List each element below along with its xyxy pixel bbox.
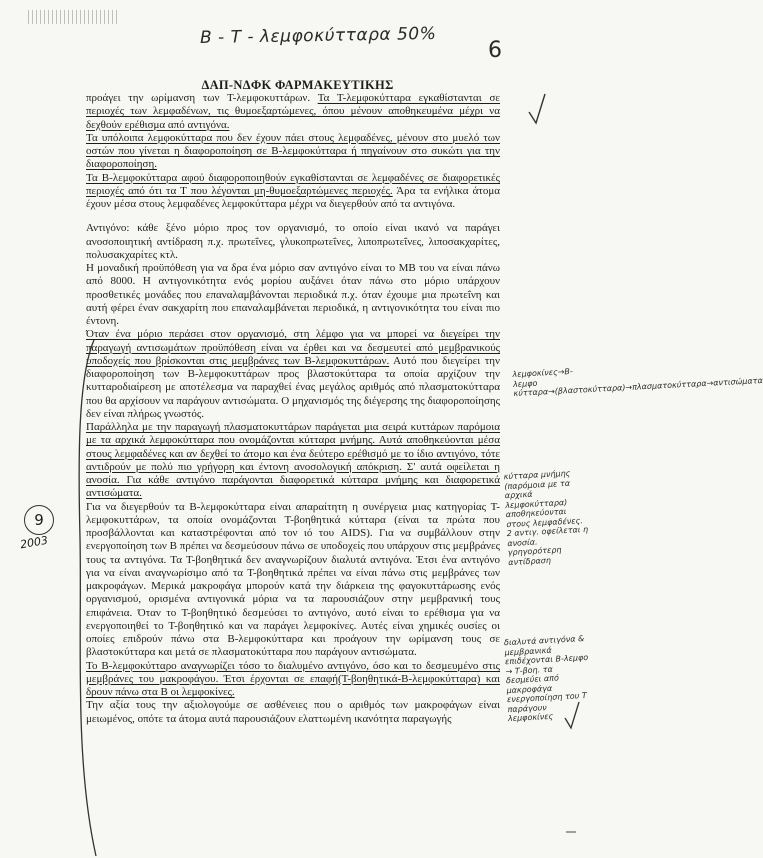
checkmark-icon [525, 92, 549, 126]
scan-mark [566, 830, 576, 834]
paragraph-9: Το Β-λεμφοκύτταρο αναγνωρίζει τόσο το διαλυμένο αντιγόνο, όσο και το δεσμευμένο στις μεμβράνες του μακροφάγου. Έτσι έρχονται σε επαφή(Τ-βοηθητικά-Β-λεμφοκύτταρα) και δρουν πάνω στα Β οι λεμφοκίνες. [86, 659, 500, 698]
paragraph-6: Όταν ένα μόριο περάσει στον οργανισμό, στη λέμφο για να μπορεί να διεγείρει την παραγωγή αντισωμάτων προϋπόθεση είναι να έρθει και να δεσμευτεί από μεμβρανικούς υποδοχείς που βρίσκονται στις μεμβράνες των Β-λεμφοκυττάρων. Αυτό που διεγείρει την διαφοροποίηση των Β-λεμφοκυττάρων προς βλαστοκύτταρα τα οποία αρχίζουν την κυτταροδιαίρεση με αποτέλεσμα να παραχθεί ένας μεγάλος αριθμός από πλασματοκύτταρα που θα αρχίσουν να παράγουν αντισώματα. Ο μηχανισμός της διέγερσης της διαφοροποίησης δεν είναι πλήρως γνωστός. [86, 328, 500, 420]
paragraph-8: Για να διεγερθούν τα Β-λεμφοκύτταρα είναι απαραίτητη η συνέργεια μιας κατηγορίας Τ-λεμφοκυττάρων, τα οποία ονομάζονται Τ-βοηθητικά κύτταρα (είναι τα πρώτα που προσβάλλονται και καταστρέφονται από τον ιό του AIDS). Για να συμβάλλουν στην ενεργοποίηση των Β πρέπει να δεσμεύσουν πάνω σε υποδοχείς που υπάρχουν στις μεμβράνες τους τα αντιγόνα. Τα Τ-βοηθητικά δεν αναγνωρίζουν διαλυτά αντιγόνα. Έτσι ένα αντιγόνο για να είναι αναγνωρίσιμο από τα Τ-βοηθητικά πρέπει να είναι πάνω στις μεμβράνες των μακροφάγων. Μερικά μακροφάγα μπορούν κατά την διάρκεια της φαγοκυττάρωσης ενός οργανισμού, ορισμένα αντιγονικά μόρια να τα παρουσιάζουν στην μεμβρανική τους επιφάνεια. Όταν το Τ-βοηθητικό δεσμεύσει το αντιγόνο, αυτό είναι το ερέθισμα για να ενεργοποιηθεί το Τ-βοηθητικό και να παράγει λεμφοκίνες. Αυτές είναι χημικές ουσίες οι οποίες επιδρούν πάνω στα Β-λεμφοκύτταρα και προάγουν την ωρίμανση τους σε βλαστοκύτταρα και μετά σε πλασματοκύτταρα που παράγουν αντισώματα. [86, 500, 500, 659]
paragraph-7: Παράλληλα με την παραγωγή πλασματοκυττάρων παράγεται μια σειρά κυττάρων παρόμοια με τα αρχικά λεμφοκύτταρα που ονομάζονται κύτταρα μνήμης. Αυτά αποθηκεύονται μέσα στους λεμφαδένες και αν δεχθεί το άτομο και ένα δεύτερο ερέθισμό με το ίδιο αντιγόνο, τότε αντιδρούν με πολύ πιο γρήγορη και έντονη ανοσολογική απόκριση. Σ' αυτά οφείλεται η ανοσία. Για κάθε αντιγόνο παράγονται διαφορετικά κύτταρα μνήμης και διαφορετικά αντισώματα. [86, 421, 500, 500]
paragraph-4: Αντιγόνο: κάθε ξένο μόριο προς τον οργανισμό, το οποίο είναι ικανό να παράγει ανοσοποιητική αντίδραση π.χ. πρωτεΐνες, γλυκοπρωτεΐνες, λιποπρωτεΐνες, λιποσακχαρίτες, πολυσακχαρίτες κτλ. [86, 222, 500, 261]
paragraph-10: Την αξία τους την αξιολογούμε σε ασθένειες που ο αριθμός των μακροφάγων είναι μειωμένος, οπότε τα άτομα αυτά παρουσιάζουν ελαττωμένη ικανότητα παραγωγής [86, 699, 500, 725]
page-number: 6 [488, 38, 502, 63]
scan-noise [28, 10, 120, 24]
handwritten-title: Β - Τ - λεμφοκύτταρα 50% [199, 23, 437, 49]
paragraph-2: Τα υπόλοιπα λεμφοκύτταρα που δεν έχουν πάει στους λεμφαδένες, μένουν στο μυελό των οστών που γίνεται η διαφοροποίηση σε Β-λεμφοκύτταρα ή πηγαίνουν στο συκώτι για την διαφοροποίηση. [86, 131, 500, 171]
margin-year: 2003 [19, 533, 49, 552]
document-title: ΔΑΠ-ΝΔΦΚ ΦΑΡΜΑΚΕΥΤΙΚΗΣ [201, 78, 394, 92]
paragraph-5: Η μοναδική προϋπόθεση για να δρα ένα μόριο σαν αντιγόνο είναι το ΜΒ του να είναι πάνω από 8000. Η αντιγονικότητα ενός μορίου αυξάνει όταν πάνω στο μόριο υπάρχουν προσθετικές μονάδες που επαναλαμβάνονται περιοδικά π.χ. όταν έχουμε μια πρωτεΐνη και αυτή φέρει έναν σακχαρίτη που επαναλαμβάνεται περιοδικά, η αντιγονικότητα του είναι πιο έντονη. [86, 262, 500, 327]
checkmark-icon [562, 700, 582, 730]
margin-bracket [70, 338, 98, 858]
margin-circled-number: 9 [24, 505, 54, 535]
paragraph-3: Τα Β-λεμφοκύτταρα αφού διαφοροποιηθούν εγκαθίστανται σε λεμφαδένες σε διαφορετικές περιοχές από ότι τα Τ που λέγονται μη-θυμοεξαρτώμενες περιοχές. Άρα τα ενήλικα άτομα έχουν μέσα στους λεμφαδένες λεμφοκύτταρα μέχρι να διεγερθούν από τα αντιγόνα. [86, 171, 500, 210]
margin-note-antigens: διαλυτά αντιγόνα & μεμβρανικά επιδέχονται Β-λεμφο → Τ-βοη. τα δεσμεύει από μακροφάγα ενεργοποίηση του Τ παράγουν λεμφοκίνες [503, 634, 589, 724]
document-body [86, 92, 500, 726]
paragraph-1: προάγει την ωρίμανση των Τ-λεμφοκυττάρων. Τα Τ-λεμφοκύτταρα εγκαθίστανται σε περιοχές των λεμφαδένων, τις θυμοεξαρτώμενες, όπου μένουν αποθηκευμένα μέχρι να δεχθούν ερέθισμα από αντιγόνα. [86, 92, 501, 131]
margin-note-memory-cells: κύτταρα μνήμης (παρόμοια με τα αρχικά λεμφοκύτταρα) αποθηκεύονται στους λεμφαδένες. 2 αντιγ. οφείλεται η ανοσία. γρηγορότερη αντίδραση [503, 468, 589, 567]
margin-note-lymphokines: λεμφοκίνες→Β-λεμφο κύτταρα→(βλαστοκύτταρα)→πλασματοκύτταρα→αντισώματα [512, 366, 763, 399]
